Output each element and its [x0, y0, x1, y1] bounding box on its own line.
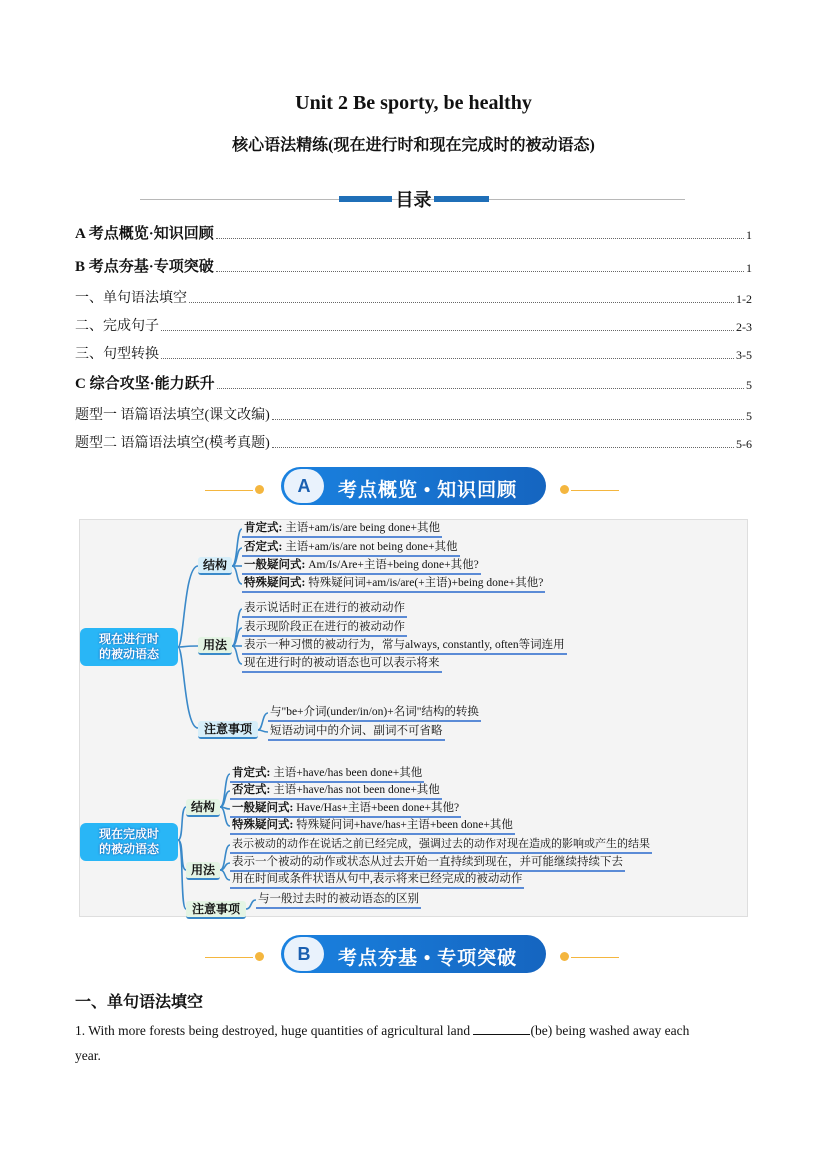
banner-a-dot-left	[255, 485, 264, 494]
toc-leader	[189, 302, 734, 303]
toc-item-page: 5	[746, 378, 752, 392]
toc-item-label: B 考点夯基·专项突破	[75, 259, 214, 275]
question-1-continued: year.	[75, 1048, 101, 1063]
grammar-mind-map	[79, 519, 748, 917]
banner-b-line-left	[205, 957, 253, 958]
question-1	[75, 1022, 689, 1039]
toc-item-page: 5-6	[736, 437, 752, 451]
leaf-affirmative-2: 肯定式: 主语+have/has been done+其他	[230, 766, 424, 783]
leaf-usage-4: 现在进行时的被动语态也可以表示将来	[242, 656, 442, 673]
toc-item-page: 1	[746, 261, 752, 275]
toc-heading: 目录	[395, 190, 432, 210]
leaf-special-question-2: 特殊疑问式: 特殊疑问词+have/has+主语+been done+其他	[230, 818, 515, 835]
question-1-hint: (be) being washed away each	[530, 1023, 690, 1038]
toc-item-page: 5	[746, 409, 752, 423]
banner-b-letter: B	[284, 937, 324, 971]
toc-item-page: 1	[746, 228, 752, 242]
leaf-usage-2-3: 用在时间或条件状语从句中,表示将来已经完成的被动动作	[230, 872, 524, 889]
banner-a-dot-right	[560, 485, 569, 494]
banner-b-dot-left	[255, 952, 264, 961]
section-banner-b	[281, 935, 546, 973]
toc-item-b3[interactable]	[75, 343, 752, 363]
leaf-general-question: 一般疑问式: Am/Is/Are+主语+being done+其他?	[242, 558, 481, 575]
leaf-note-2: 短语动词中的介词、副词不可省略	[268, 724, 445, 741]
toc-leader	[161, 330, 734, 331]
leaf-usage-2: 表示现阶段正在进行的被动动作	[242, 620, 407, 637]
toc-item-c2[interactable]	[75, 432, 752, 452]
toc-item-a[interactable]	[75, 222, 752, 243]
toc-item-page: 2-3	[736, 320, 752, 334]
leaf-affirmative: 肯定式: 主语+am/is/are being done+其他	[242, 521, 442, 538]
leaf-negative: 否定式: 主语+am/is/are not being done+其他	[242, 540, 460, 557]
leaf-negative-2: 否定式: 主语+have/has not been done+其他	[230, 783, 442, 800]
toc-item-label: 三、句型转换	[75, 347, 159, 362]
question-1-text: 1. With more forests being destroyed, huge quantities of agricultural land	[75, 1023, 474, 1038]
toc-item-label: A 考点概览·知识回顾	[75, 226, 214, 242]
root-line-2: 的被动语态	[98, 842, 159, 856]
toc-leader	[216, 271, 744, 272]
leaf-usage-1: 表示说话时正在进行的被动动作	[242, 601, 407, 618]
section-banner-a	[281, 467, 546, 505]
banner-a-letter: A	[284, 469, 324, 503]
root-present-perfect-passive	[80, 823, 178, 861]
toc-item-c[interactable]	[75, 372, 752, 393]
toc-leader	[217, 388, 744, 389]
answer-blank[interactable]	[473, 1022, 530, 1035]
leaf-special-question: 特殊疑问式: 特殊疑问词+am/is/are(+主语)+being done+其他?	[242, 576, 545, 593]
page-subtitle: 核心语法精练(现在进行时和现在完成时的被动语态)	[232, 137, 595, 154]
branch-usage-2: 用法	[186, 862, 220, 880]
toc-item-b1[interactable]	[75, 287, 752, 307]
banner-a-line-left	[205, 490, 253, 491]
toc-item-label: 一、单句语法填空	[75, 291, 187, 306]
leaf-note-2-1: 与一般过去时的被动语态的区别	[256, 892, 421, 909]
toc-leader	[216, 238, 744, 239]
page-title: Unit 2 Be sporty, be healthy	[295, 92, 532, 114]
toc-leader	[161, 358, 734, 359]
branch-notes-2: 注意事项	[186, 901, 246, 919]
leaf-note-1: 与"be+介词(under/in/on)+名词"结构的转换	[268, 705, 481, 722]
section-heading: 一、单句语法填空	[75, 994, 204, 1011]
toc-item-page: 1-2	[736, 292, 752, 306]
root-line-1: 现在进行时	[98, 632, 159, 646]
toc-item-label: 二、完成句子	[75, 319, 159, 334]
toc-item-label: 题型二 语篇语法填空(模考真题)	[75, 436, 270, 451]
toc-item-b[interactable]	[75, 255, 752, 276]
branch-structure-2: 结构	[186, 799, 220, 817]
branch-structure: 结构	[198, 557, 232, 575]
root-line-2: 的被动语态	[98, 647, 159, 661]
root-present-progressive-passive	[80, 628, 178, 666]
toc-item-b2[interactable]	[75, 315, 752, 335]
toc-item-label: 题型一 语篇语法填空(课文改编)	[75, 408, 270, 423]
root-line-1: 现在完成时	[98, 827, 159, 841]
toc-item-c1[interactable]	[75, 404, 752, 424]
leaf-usage-3: 表示一种习惯的被动行为，常与always, constantly, often等词连用	[242, 638, 567, 655]
branch-usage: 用法	[198, 637, 232, 655]
toc-leader	[272, 447, 734, 448]
banner-b-text: 考点夯基 • 专项突破	[338, 948, 518, 969]
banner-b-line-right	[571, 957, 619, 958]
leaf-general-question-2: 一般疑问式: Have/Has+主语+been done+其他?	[230, 801, 461, 818]
banner-b-dot-right	[560, 952, 569, 961]
toc-leader	[272, 419, 744, 420]
leaf-usage-2-2: 表示一个被动的动作或状态从过去开始一直持续到现在，并可能继续持续下去	[230, 855, 625, 872]
branch-notes: 注意事项	[198, 721, 258, 739]
banner-a-text: 考点概览 • 知识回顾	[338, 480, 518, 501]
banner-a-line-right	[571, 490, 619, 491]
toc-item-page: 3-5	[736, 348, 752, 362]
toc-item-label: C 综合攻坚·能力跃升	[75, 376, 215, 392]
leaf-usage-2-1: 表示被动的动作在说话之前已经完成，强调过去的动作对现在造成的影响或产生的结果	[230, 837, 652, 854]
